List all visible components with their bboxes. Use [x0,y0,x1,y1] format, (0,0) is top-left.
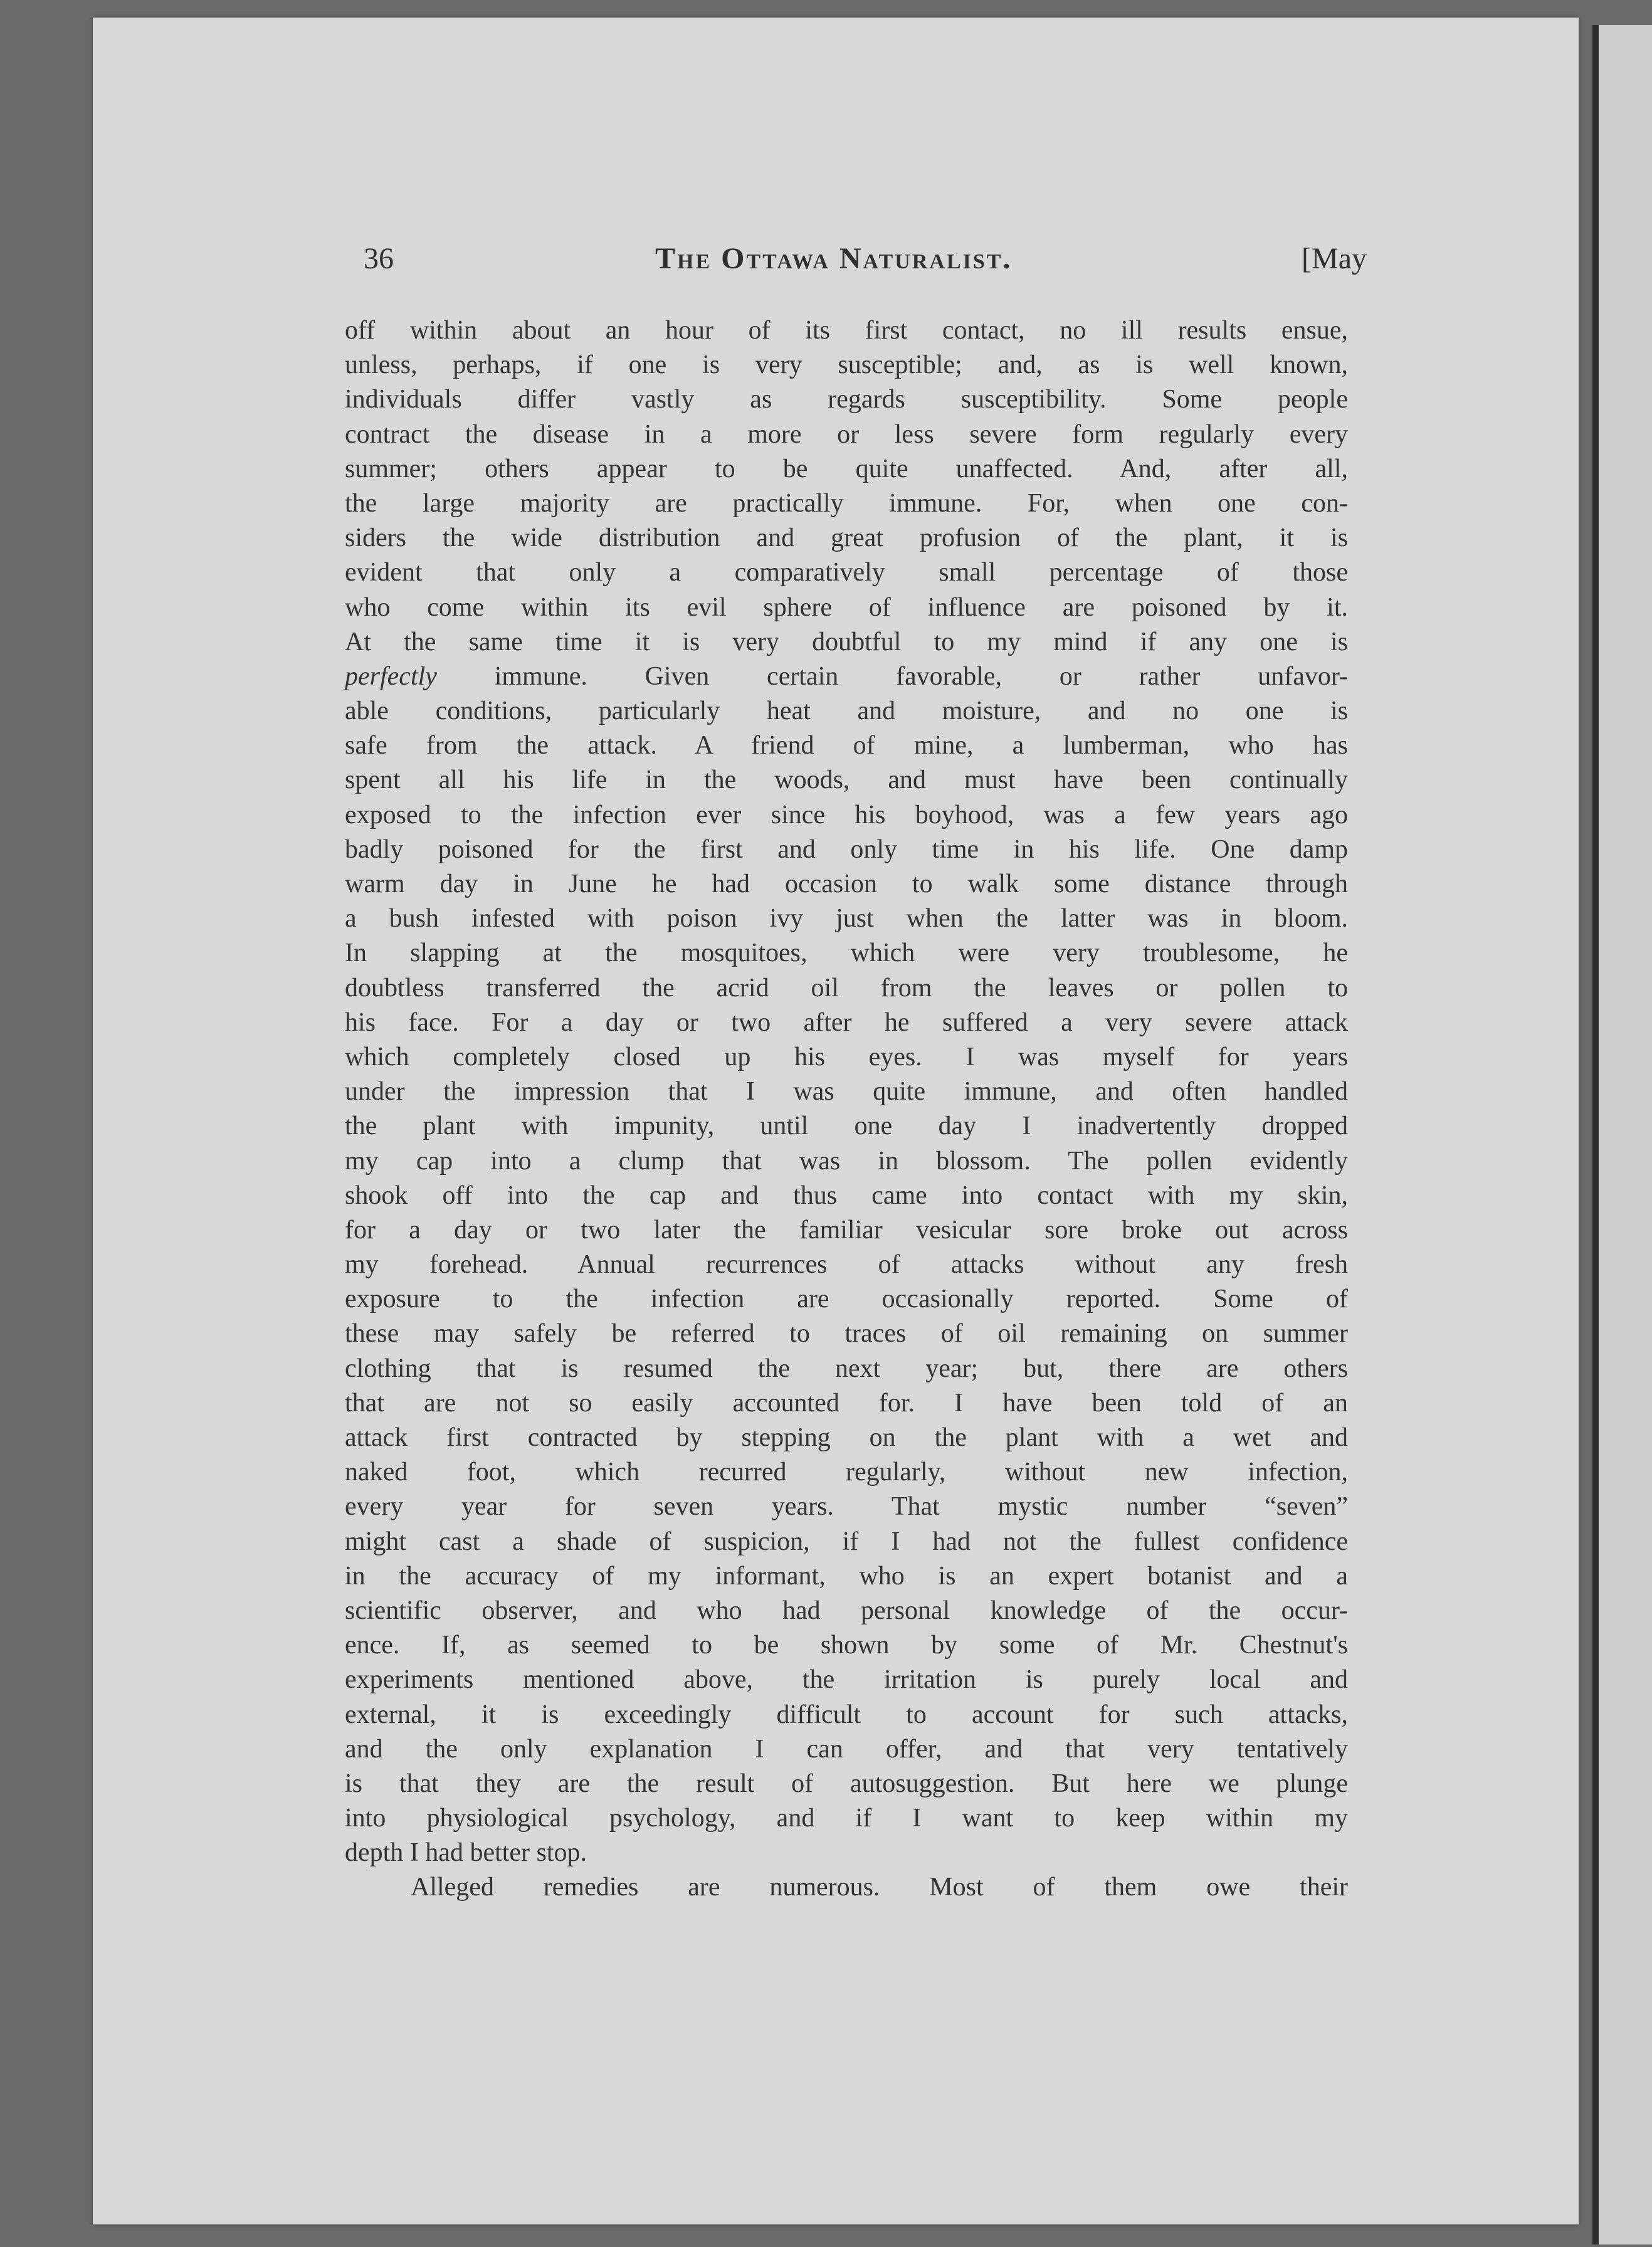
text-line-with-italic [345,660,1348,694]
italic-word: perfectly [345,661,437,691]
text-line: warm day in June he had occasion to walk some distance through [345,870,1348,898]
text-line: ence. If, as seemed to be shown by some of Mr. Chestnut's [345,1631,1348,1660]
text-line: for a day or two later the familiar vesicular sore broke out across [345,1215,1348,1245]
text-line: my cap into a clump that was in blossom. The pollen evidently [345,1146,1348,1176]
text-line: individuals differ vastly as regards susceptibility. Some people [345,385,1348,414]
text-line: my forehead. Annual recurrences of attacks without any fresh [345,1250,1348,1280]
text-line: these may safely be referred to traces of oil remaining on summer [345,1319,1348,1349]
running-header [364,241,1367,298]
text-line: At the same time it is very doubtful to my mind if any one is [345,627,1348,656]
text-line: experiments mentioned above, the irritation is purely local and [345,1665,1348,1695]
text-line: attack first contracted by stepping on the plant with a wet and [345,1423,1348,1452]
adjacent-page-edge [1592,25,1652,2244]
page-number: 36 [364,242,394,275]
issue-month: [May [1302,242,1367,275]
text-line: into physiological psychology, and if I want to keep within my [345,1804,1348,1833]
text-line: who come within its evil sphere of influence are poisoned by it. [345,592,1348,622]
text-line: In slapping at the mosquitoes, which were very troublesome, he [345,939,1348,968]
text-line: spent all his life in the woods, and must have been continually [345,766,1348,795]
text-line: safe from the attack. A friend of mine, a lumberman, who has [345,731,1348,760]
text-line: that are not so easily accounted for. I have been told of an [345,1388,1348,1418]
text-line: exposed to the infection ever since his boyhood, was a few years ago [345,800,1348,829]
text-line: unless, perhaps, if one is very susceptible; and, as is well known, [345,350,1348,380]
text-line: naked foot, which recurred regularly, without new infection, [345,1458,1348,1487]
text-line: off within about an hour of its first contact, no ill results ensue, [345,316,1348,345]
text-line: summer; others appear to be quite unaffected. And, after all, [345,454,1348,483]
text-line: and the only explanation I can offer, and that very tentatively [345,1734,1348,1764]
paragraph-end-line: depth I had better stop. [345,1838,587,1868]
text-line: a bush infested with poison ivy just when the latter was in bloom. [345,904,1348,934]
journal-title: The Ottawa Naturalist. [655,242,1013,275]
text-line: scientific observer, and who had personal knowledge of the occur- [345,1596,1348,1625]
text-line: badly poisoned for the first and only time in his life. One damp [345,834,1348,864]
text-line: is that they are the result of autosuggestion. But here we plunge [345,1769,1348,1798]
text-line: his face. For a day or two after he suffered a very severe attack [345,1008,1348,1037]
text-line: external, it is exceedingly difficult to account for such attacks, [345,1700,1348,1729]
text-line-rest: immune. Given certain favorable, or rather unfavor- [494,661,1349,691]
text-line: the large majority are practically immune. For, when one con- [345,488,1348,518]
text-line: evident that only a comparatively small percentage of those [345,558,1348,587]
text-line: doubtless transferred the acrid oil from the leaves or pollen to [345,973,1348,1002]
text-line: every year for seven years. That mystic number “seven” [345,1492,1348,1522]
text-line: under the impression that I was quite immune, and often handled [345,1077,1348,1107]
text-line: which completely closed up his eyes. I was myself for years [345,1042,1348,1071]
text-line: the plant with impunity, until one day I inadvertently dropped [345,1112,1348,1141]
text-line: might cast a shade of suspicion, if I had not the fullest confidence [345,1527,1348,1556]
text-line: shook off into the cap and thus came into contact with my skin, [345,1181,1348,1210]
text-line: siders the wide distribution and great profusion of the plant, it is [345,524,1348,553]
text-line: clothing that is resumed the next year; but, there are others [345,1354,1348,1383]
article-body [345,313,1348,1905]
text-line: in the accuracy of my informant, who is an expert botanist and a [345,1561,1348,1591]
text-line: contract the disease in a more or less severe form regularly every [345,419,1348,449]
text-line: able conditions, particularly heat and moisture, and no one is [345,697,1348,726]
text-line: exposure to the infection are occasionally reported. Some of [345,1285,1348,1314]
paragraph-start-line: Alleged remedies are numerous. Most of them owe their [411,1873,1348,1902]
